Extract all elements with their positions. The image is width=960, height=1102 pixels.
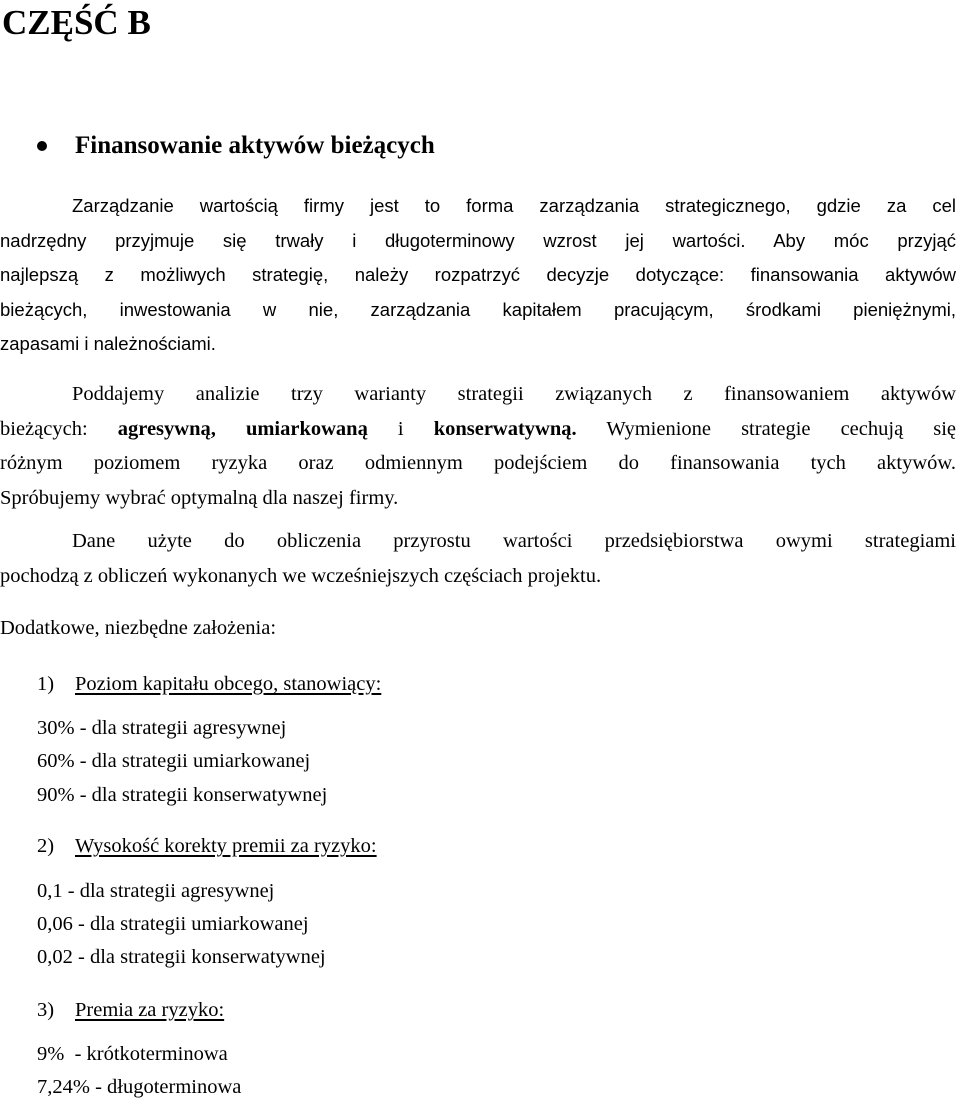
paragraph-line: Spróbujemy wybrać optymalną dla naszej firmy. bbox=[0, 486, 399, 509]
paragraph-line: Dane użyte do obliczenia przyrostu wartości przedsiębiorstwa owymi strategiami bbox=[72, 530, 956, 552]
paragraph-line: Zarządzanie wartością firmy jest to forma zarządzania strategicznego, gdzie za cel bbox=[72, 195, 956, 216]
paragraph-line: nadrzędny przyjmuje się trwały i długoterminowy wzrost jej wartości. Aby móc przyjąć bbox=[0, 229, 956, 251]
paragraph-line: zapasami i należnościami. bbox=[0, 333, 216, 354]
list-item: 60% - dla strategii umiarkowanej bbox=[37, 750, 311, 772]
list-heading: Wysokość korekty premii za ryzyko: bbox=[75, 835, 377, 857]
list-item: 0,02 - dla strategii konserwatywnej bbox=[37, 946, 326, 968]
list-item: 0,06 - dla strategii umiarkowanej bbox=[37, 913, 309, 935]
bullet-heading: Finansowanie aktywów bieżących bbox=[75, 132, 435, 159]
list-number: 1) bbox=[37, 673, 55, 695]
list-item: 9% - krótkoterminowa bbox=[37, 1043, 228, 1065]
paragraph-data-source bbox=[0, 524, 956, 593]
text-fragment: Wymienione strategie cechują się bbox=[606, 417, 957, 440]
list-number: 3) bbox=[37, 999, 55, 1021]
paragraph-line: różnym poziomem ryzyka oraz odmiennym podejściem do finansowania tych aktywów. bbox=[0, 452, 956, 474]
list-item: 30% - dla strategii agresywnej bbox=[37, 717, 287, 739]
list-item: 90% - dla strategii konserwatywnej bbox=[37, 784, 328, 806]
section-title: CZĘŚĆ B bbox=[2, 3, 151, 42]
paragraph-line-with-strategies bbox=[0, 412, 956, 447]
numbered-heading-3 bbox=[37, 995, 224, 1025]
text-fragment: bieżących: bbox=[0, 417, 88, 440]
text-fragment: i bbox=[397, 417, 404, 440]
paragraph-line: pochodzą z obliczeń wykonanych we wcześniejszych częściach projektu. bbox=[0, 564, 602, 587]
numbered-heading-1 bbox=[37, 669, 381, 699]
paragraph-strategies bbox=[0, 377, 956, 515]
list-heading: Poziom kapitału obcego, stanowiący: bbox=[75, 673, 382, 695]
strategy-conservative: konserwatywną. bbox=[433, 417, 577, 440]
numbered-heading-2 bbox=[37, 831, 377, 861]
list-number: 2) bbox=[37, 835, 55, 857]
paragraph-line: bieżących, inwestowania w nie, zarządzania kapitałem pracującym, środkami pieniężnymi, bbox=[0, 298, 956, 320]
strategy-moderate: umiarkowaną bbox=[245, 417, 368, 440]
bullet-icon bbox=[37, 141, 47, 151]
list-item: 0,1 - dla strategii agresywnej bbox=[37, 880, 275, 902]
paragraph-line: Poddajemy analizie trzy warianty strategii związanych z finansowaniem aktywów bbox=[72, 383, 956, 405]
assumptions-label: Dodatkowe, niezbędne założenia: bbox=[0, 617, 277, 639]
strategy-aggressive: agresywną, bbox=[117, 417, 216, 440]
list-item: 7,24% - długoterminowa bbox=[37, 1076, 242, 1098]
paragraph-line: najlepszą z możliwych strategię, należy rozpatrzyć decyzje dotyczące: finansowania aktywów bbox=[0, 264, 956, 285]
list-heading: Premia za ryzyko: bbox=[75, 999, 225, 1021]
paragraph-intro bbox=[0, 189, 956, 362]
